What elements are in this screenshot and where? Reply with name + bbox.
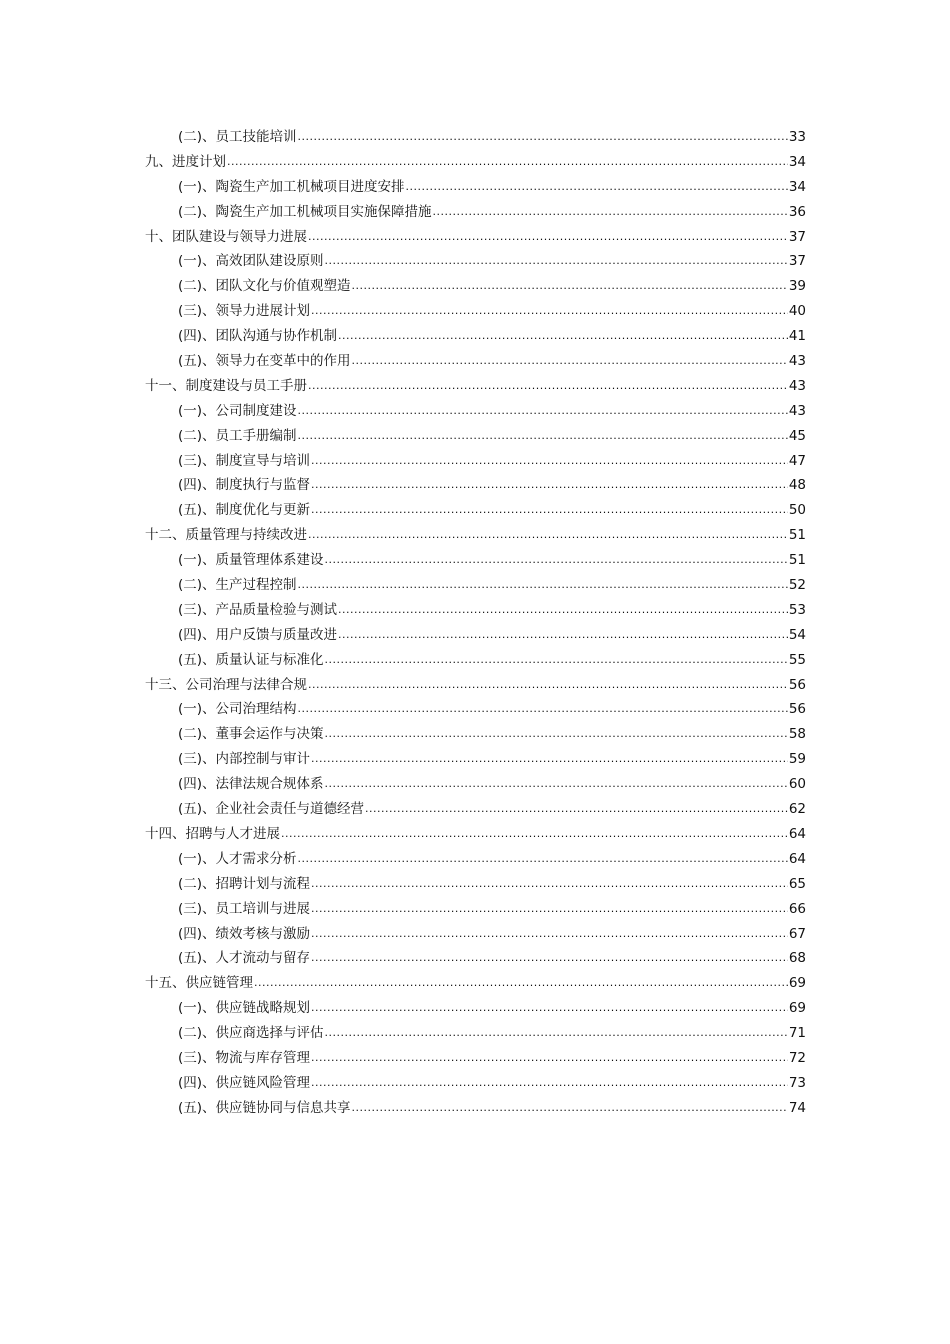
toc-section-entry[interactable] — [145, 722, 806, 747]
toc-entry-title: (三)、员工培训与进展 — [178, 900, 311, 917]
toc-dot-leader — [308, 523, 788, 548]
toc-section-entry[interactable] — [145, 299, 806, 324]
toc-entry-title: (一)、质量管理体系建设 — [178, 552, 324, 569]
toc-section-entry[interactable] — [145, 648, 806, 673]
toc-dot-leader — [298, 573, 788, 598]
toc-entry-title: (三)、内部控制与审计 — [178, 751, 311, 768]
toc-entry-title: (五)、领导力在变革中的作用 — [178, 353, 351, 370]
toc-entry-title: 十二、质量管理与持续改进 — [145, 527, 307, 544]
toc-section-entry[interactable] — [145, 324, 806, 349]
toc-section-entry[interactable] — [145, 573, 806, 598]
toc-page-number: 65 — [788, 875, 806, 892]
toc-section-entry[interactable] — [145, 548, 806, 573]
toc-entry-title: (二)、陶瓷生产加工机械项目实施保障措施 — [178, 203, 432, 220]
toc-page-number: 56 — [788, 701, 806, 718]
toc-section-entry[interactable] — [145, 897, 806, 922]
toc-section-entry[interactable] — [145, 249, 806, 274]
toc-dot-leader — [311, 473, 788, 498]
toc-dot-leader — [352, 274, 788, 299]
toc-page-number: 48 — [788, 477, 806, 494]
toc-dot-leader — [406, 175, 788, 200]
toc-section-entry[interactable] — [145, 473, 806, 498]
toc-page-number: 68 — [788, 950, 806, 967]
toc-page-number: 40 — [788, 303, 806, 320]
toc-dot-leader — [325, 772, 788, 797]
toc-page-number: 33 — [788, 129, 806, 145]
toc-entry-title: (一)、人才需求分析 — [178, 850, 297, 867]
toc-section-entry[interactable] — [145, 349, 806, 374]
toc-page-number: 56 — [788, 676, 806, 693]
toc-page-number: 43 — [788, 377, 806, 394]
toc-page-number: 37 — [788, 228, 806, 245]
toc-page-number: 62 — [788, 801, 806, 818]
toc-page-number: 59 — [788, 751, 806, 768]
toc-page-number: 64 — [788, 825, 806, 842]
toc-entry-title: (一)、高效团队建设原则 — [178, 253, 324, 270]
toc-dot-leader — [338, 598, 788, 623]
toc-entry-title: (二)、员工技能培训 — [178, 129, 297, 145]
toc-section-entry[interactable] — [145, 772, 806, 797]
toc-page-number: 58 — [788, 726, 806, 743]
toc-dot-leader — [298, 847, 788, 872]
toc-section-entry[interactable] — [145, 847, 806, 872]
toc-dot-leader — [325, 249, 788, 274]
toc-dot-leader — [298, 399, 788, 424]
toc-entry-title: (二)、董事会运作与决策 — [178, 726, 324, 743]
toc-entry-title: 九、进度计划 — [145, 153, 226, 170]
toc-page-number: 43 — [788, 353, 806, 370]
toc-entry-title: (二)、生产过程控制 — [178, 577, 297, 594]
toc-page-number: 37 — [788, 253, 806, 270]
toc-page-number: 55 — [788, 651, 806, 668]
toc-entry-title: (四)、供应链风险管理 — [178, 1074, 311, 1091]
toc-page-number: 69 — [788, 975, 806, 992]
toc-section-entry[interactable] — [145, 498, 806, 523]
toc-dot-leader — [298, 125, 788, 150]
toc-section-entry[interactable] — [145, 399, 806, 424]
toc-entry-title: (四)、绩效考核与激励 — [178, 925, 311, 942]
toc-page-number: 60 — [788, 776, 806, 793]
toc-page-number: 73 — [788, 1074, 806, 1091]
toc-dot-leader — [311, 747, 788, 772]
toc-entry-title: (二)、招聘计划与流程 — [178, 875, 311, 892]
toc-entry-title: (三)、物流与库存管理 — [178, 1049, 311, 1066]
toc-entry-title: (一)、供应链战略规划 — [178, 1000, 311, 1017]
toc-section-entry[interactable] — [145, 274, 806, 299]
toc-entry-title: (一)、陶瓷生产加工机械项目进度安排 — [178, 178, 405, 195]
toc-page-number: 47 — [788, 452, 806, 469]
toc-entry-title: 十三、公司治理与法律合规 — [145, 676, 307, 693]
toc-dot-leader — [298, 424, 788, 449]
toc-dot-leader — [311, 872, 788, 897]
toc-section-entry[interactable] — [145, 872, 806, 897]
toc-entry-title: (一)、公司治理结构 — [178, 701, 297, 718]
toc-section-entry[interactable] — [145, 175, 806, 200]
toc-dot-leader — [311, 1071, 788, 1096]
toc-chapter-entry[interactable] — [145, 822, 806, 847]
toc-section-entry[interactable] — [145, 1096, 806, 1121]
toc-entry-title: (五)、企业社会责任与道德经营 — [178, 801, 365, 818]
toc-section-entry[interactable] — [145, 598, 806, 623]
toc-entry-title: (五)、人才流动与留存 — [178, 950, 311, 967]
toc-dot-leader — [311, 996, 788, 1021]
toc-page-number: 74 — [788, 1099, 806, 1116]
toc-dot-leader — [352, 349, 788, 374]
toc-entry-title: 十一、制度建设与员工手册 — [145, 377, 307, 394]
toc-section-entry[interactable] — [145, 449, 806, 474]
toc-section-entry[interactable] — [145, 1046, 806, 1071]
toc-chapter-entry[interactable] — [145, 150, 806, 175]
toc-page-number: 41 — [788, 328, 806, 345]
toc-dot-leader — [365, 797, 788, 822]
toc-page-number: 53 — [788, 601, 806, 618]
toc-entry-title: 十五、供应链管理 — [145, 975, 253, 992]
toc-dot-leader — [254, 971, 788, 996]
toc-entry-title: (二)、团队文化与价值观塑造 — [178, 278, 351, 295]
toc-page-number: 45 — [788, 427, 806, 444]
toc-entry-title: (四)、法律法规合规体系 — [178, 776, 324, 793]
toc-page-number: 52 — [788, 577, 806, 594]
toc-entry-title: (四)、用户反馈与质量改进 — [178, 626, 338, 643]
toc-page-number: 72 — [788, 1049, 806, 1066]
toc-section-entry[interactable] — [145, 1071, 806, 1096]
toc-page-number: 39 — [788, 278, 806, 295]
toc-entry-title: (五)、供应链协同与信息共享 — [178, 1099, 351, 1116]
toc-chapter-entry[interactable] — [145, 971, 806, 996]
toc-dot-leader — [308, 225, 788, 250]
toc-section-entry[interactable] — [145, 623, 806, 648]
toc-page-number: 51 — [788, 527, 806, 544]
toc-dot-leader — [311, 922, 788, 947]
toc-dot-leader — [325, 1021, 788, 1046]
toc-section-entry[interactable] — [145, 922, 806, 947]
toc-section-entry[interactable] — [145, 424, 806, 449]
toc-section-entry[interactable] — [145, 1021, 806, 1046]
toc-dot-leader — [311, 498, 788, 523]
toc-entry-title: (三)、制度宣导与培训 — [178, 452, 311, 469]
toc-section-entry[interactable] — [145, 125, 806, 150]
toc-entry-title: 十、团队建设与领导力进展 — [145, 228, 307, 245]
toc-dot-leader — [311, 1046, 788, 1071]
toc-section-entry[interactable] — [145, 797, 806, 822]
toc-dot-leader — [325, 548, 788, 573]
toc-dot-leader — [298, 697, 788, 722]
toc-dot-leader — [311, 946, 788, 971]
toc-dot-leader — [308, 673, 788, 698]
toc-dot-leader — [308, 374, 788, 399]
toc-chapter-entry[interactable] — [145, 225, 806, 250]
toc-dot-leader — [433, 200, 788, 225]
toc-page-number: 50 — [788, 502, 806, 519]
toc-section-entry[interactable] — [145, 747, 806, 772]
toc-entry-title: (四)、制度执行与监督 — [178, 477, 311, 494]
toc-entry-title: (三)、产品质量检验与测试 — [178, 601, 338, 618]
toc-page-number: 34 — [788, 178, 806, 195]
toc-entry-title: (五)、制度优化与更新 — [178, 502, 311, 519]
toc-dot-leader — [325, 722, 788, 747]
toc-chapter-entry[interactable] — [145, 523, 806, 548]
toc-page-number: 66 — [788, 900, 806, 917]
toc-page-number: 69 — [788, 1000, 806, 1017]
toc-page-number: 51 — [788, 552, 806, 569]
toc-entry-title: (二)、员工手册编制 — [178, 427, 297, 444]
toc-entry-title: (二)、供应商选择与评估 — [178, 1025, 324, 1042]
toc-section-entry[interactable] — [145, 996, 806, 1021]
toc-page-number: 64 — [788, 850, 806, 867]
toc-dot-leader — [338, 324, 788, 349]
toc-section-entry[interactable] — [145, 697, 806, 722]
toc-entry-title: (一)、公司制度建设 — [178, 402, 297, 419]
toc-dot-leader — [338, 623, 788, 648]
toc-section-entry[interactable] — [145, 200, 806, 225]
toc-chapter-entry[interactable] — [145, 374, 806, 399]
toc-dot-leader — [227, 150, 788, 175]
toc-entry-title: (四)、团队沟通与协作机制 — [178, 328, 338, 345]
toc-dot-leader — [281, 822, 788, 847]
toc-entry-title: (五)、质量认证与标准化 — [178, 651, 324, 668]
toc-dot-leader — [311, 897, 788, 922]
table-of-contents — [145, 125, 806, 1121]
toc-page-number: 54 — [788, 626, 806, 643]
toc-dot-leader — [311, 449, 788, 474]
toc-dot-leader — [352, 1096, 788, 1121]
toc-chapter-entry[interactable] — [145, 673, 806, 698]
toc-dot-leader — [325, 648, 788, 673]
toc-page-number: 43 — [788, 402, 806, 419]
toc-page-number: 71 — [788, 1025, 806, 1042]
toc-dot-leader — [311, 299, 788, 324]
toc-entry-title: (三)、领导力进展计划 — [178, 303, 311, 320]
toc-entry-title: 十四、招聘与人才进展 — [145, 825, 280, 842]
toc-page-number: 34 — [788, 153, 806, 170]
toc-page-number: 67 — [788, 925, 806, 942]
toc-section-entry[interactable] — [145, 946, 806, 971]
toc-page-number: 36 — [788, 203, 806, 220]
